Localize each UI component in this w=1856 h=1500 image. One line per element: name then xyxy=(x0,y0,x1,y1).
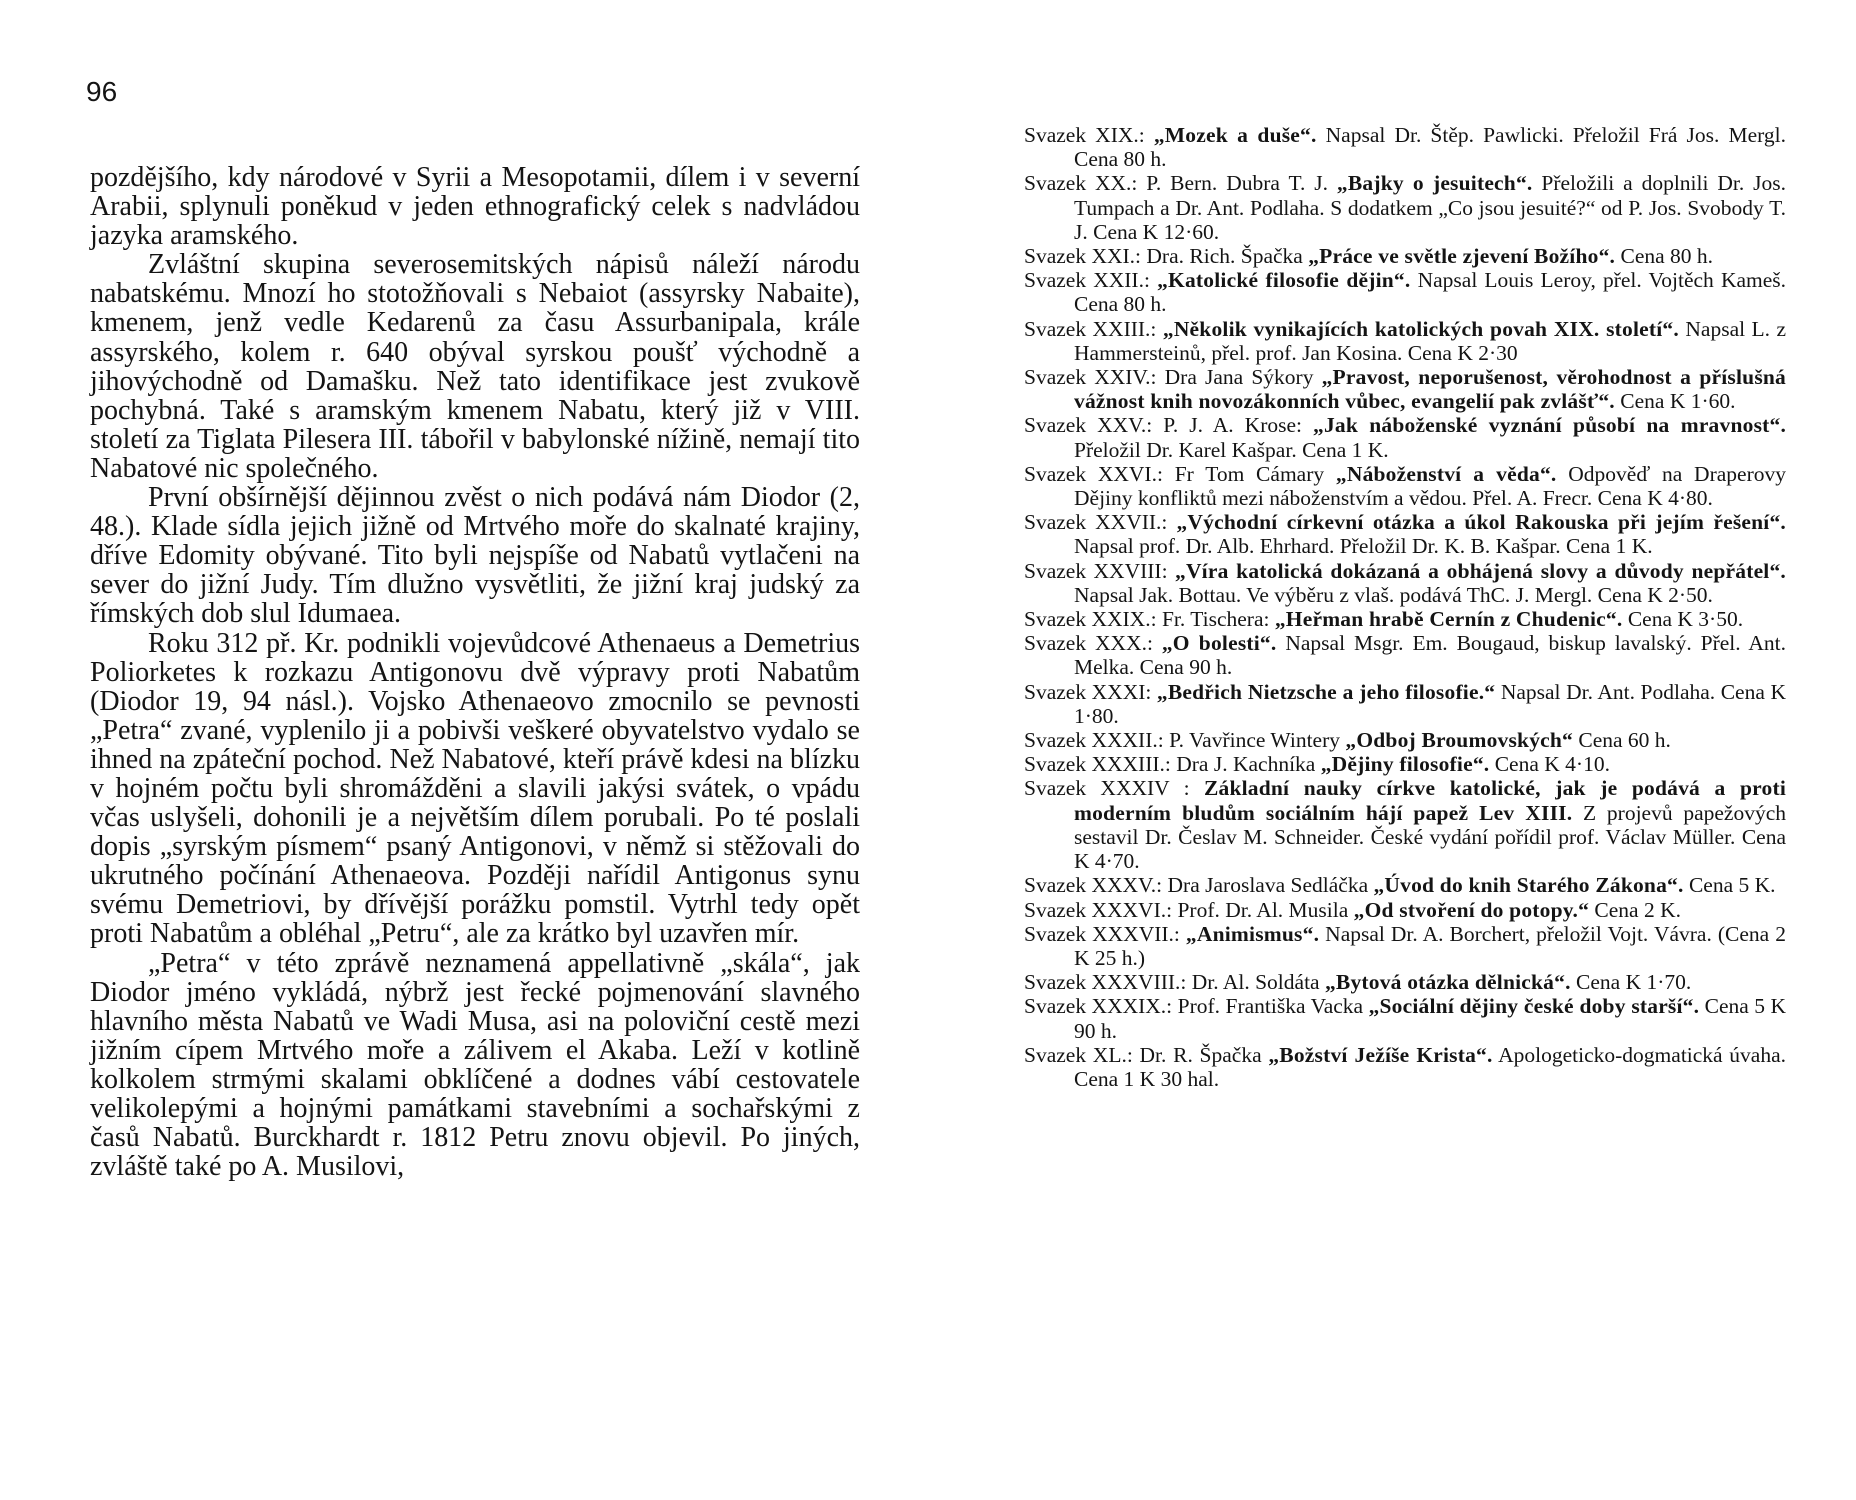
entry-title: „Náboženství a věda“. xyxy=(1335,461,1557,486)
series-entry xyxy=(1024,1043,1786,1091)
entry-title: „Animismus“. xyxy=(1185,921,1320,946)
entry-title: „Několik vynikajících katolických povah XIX. století“. xyxy=(1162,316,1679,341)
entry-details: Napsal Dr. Štěp. Pawlicki. Přeložil Frá Jos. Mergl. Cena 80 h. xyxy=(1074,123,1786,172)
entry-volume-label: Svazek XL.: xyxy=(1024,1042,1133,1067)
entry-title: „Dějiny filosofie“. xyxy=(1320,752,1490,777)
entry-title: „Od stvoření do potopy.“ xyxy=(1353,897,1590,922)
entry-volume-label: Svazek XXIX.: xyxy=(1024,607,1157,632)
entry-details: Cena 5 K 90 h. xyxy=(1074,994,1787,1043)
entry-title: „Heřman hrabě Cernín z Chudenic“. xyxy=(1274,607,1623,632)
entry-details: Cena K 3·50. xyxy=(1627,607,1744,632)
series-entry xyxy=(1024,873,1786,897)
body-paragraph: pozdějšího, kdy národové v Syrii a Mesopotamii, dílem i v severní Arabii, splynuli poněkud v jeden ethnografický celek s nadvládou jazyka aramského. xyxy=(90,162,860,252)
entry-author: Prof. Dr. Al. Musila xyxy=(1177,897,1349,922)
entry-author: Dra Jana Sýkory xyxy=(1164,365,1314,390)
entry-volume-label: Svazek XXX.: xyxy=(1024,631,1153,656)
entry-details: Z projevů papežových sestavil Dr. Česlav M. Schneider. České vydání pořídil prof. Václav Müller. Cena K 4·70. xyxy=(1074,800,1786,874)
series-entry xyxy=(1024,898,1786,922)
entry-author: Fr. Tischera: xyxy=(1161,607,1270,632)
entry-details: Napsal prof. Dr. Alb. Ehrhard. Přeložil Dr. K. B. Kašpar. Cena 1 K. xyxy=(1074,534,1653,559)
entry-volume-label: Svazek XXXIX.: xyxy=(1024,994,1173,1019)
entry-volume-label: Svazek XXXVI.: xyxy=(1024,897,1173,922)
entry-author: P. Vavřince Wintery xyxy=(1169,728,1341,753)
entry-details: Odpověď na Draperovy Dějiny konfliktů mezi náboženstvím a vědou. Přel. A. Frecr. Cena K 4·80. xyxy=(1074,461,1786,511)
entry-volume-label: Svazek XX.: xyxy=(1024,171,1138,196)
entry-details: Cena K 4·10. xyxy=(1494,752,1610,777)
entry-details: Cena 5 K. xyxy=(1688,873,1776,898)
series-entry xyxy=(1024,510,1786,558)
series-entry xyxy=(1024,776,1786,873)
entry-volume-label: Svazek XXXV.: xyxy=(1024,873,1163,898)
entry-author: P. J. A. Krose: xyxy=(1163,413,1302,438)
entry-details: Přeložil Dr. Karel Kašpar. Cena 1 K. xyxy=(1074,437,1389,462)
entry-volume-label: Svazek XXXVIII.: xyxy=(1024,970,1187,995)
entry-volume-label: Svazek XXIV.: xyxy=(1024,365,1157,390)
entry-details: Cena 60 h. xyxy=(1578,728,1671,753)
series-entry xyxy=(1024,171,1786,244)
entry-details: Napsal Msgr. Em. Bougaud, biskup lavalský. Přel. Ant. Melka. Cena 90 h. xyxy=(1074,631,1786,680)
entry-volume-label: Svazek XXVII.: xyxy=(1024,510,1168,535)
entry-title: „Bytová otázka dělnická“. xyxy=(1324,970,1571,995)
entry-volume-label: Svazek XIX.: xyxy=(1024,123,1145,147)
entry-volume-label: Svazek XXXVII.: xyxy=(1024,921,1180,946)
entry-title: „Sociální dějiny české doby starší“. xyxy=(1368,994,1700,1019)
entry-title: „Katolické filosofie dějin“. xyxy=(1157,268,1411,293)
entry-title: „Božství Ježíše Krista“. xyxy=(1268,1042,1493,1067)
page-number: 96 xyxy=(86,76,118,107)
entry-volume-label: Svazek XXII.: xyxy=(1024,268,1150,293)
right-column-series-list xyxy=(1024,123,1786,1091)
entry-volume-label: Svazek XXXIV : xyxy=(1024,776,1190,801)
entry-author: Dr. Al. Soldáta xyxy=(1191,970,1320,995)
entry-title: „Pravost, neporušenost, věrohodnost a příslušná vážnost knih novozákonních vůbec, evangelií pak zvlášť“. xyxy=(1074,365,1786,414)
entry-author: Dr. R. Špačka xyxy=(1139,1042,1262,1067)
entry-title: „O bolesti“. xyxy=(1161,631,1277,656)
entry-details: Napsal Louis Leroy, přel. Vojtěch Kameš. Cena 80 h. xyxy=(1074,268,1787,317)
series-entry xyxy=(1024,365,1786,413)
series-entry xyxy=(1024,631,1786,679)
entry-details: Napsal Dr. A. Borchert, přeložil Vojt. Vávra. (Cena 2 K 25 h.) xyxy=(1074,921,1786,970)
entry-author: Dra Jaroslava Sedláčka xyxy=(1167,873,1369,898)
entry-author: Dra. Rich. Špačka xyxy=(1146,244,1303,269)
entry-details: Cena 2 K. xyxy=(1594,897,1681,922)
entry-title: „Úvod do knih Starého Zákona“. xyxy=(1373,873,1684,898)
series-entry xyxy=(1024,752,1786,776)
entry-author: Fr Tom Cámary xyxy=(1174,461,1325,486)
series-entry xyxy=(1024,244,1786,268)
series-entry xyxy=(1024,922,1786,970)
series-entry xyxy=(1024,413,1786,461)
entry-title: „Bajky o jesuitech“. xyxy=(1336,171,1533,196)
body-paragraph: Roku 312 př. Kr. podnikli vojevůdcové Athenaeus a Demetrius Poliorketes k rozkazu Antigonovu dvě výpravy proti Nabatům (Diodor 19, 94 násl.). Vojsko Athenaeovo zmocnilo se pevnosti „Petra“ zvané, vyplenilo ji a pobivši veškeré obyvatelstvo vydalo se ihned na zpáteční pochod. Než Nabatové, kteří právě kdesi na blízku v hojném počtu byli shromážděni a slavili jakýsi svátek, o vpádu včas uslyšeli, dohonili je a největším dílem porubali. Po té poslali dopis „syrským písmem“ psaný Antigonovi, v němž si stěžovali do ukrutného počínání Athenaeova. Později nařídil Antigonus synu svému Demetriovi, by dřívější porážku pomstil. Vytrhl tedy opět proti Nabatům a obléhal „Petru“, ale za krátko byl uzavřen mír. xyxy=(90,627,860,950)
series-entry xyxy=(1024,680,1786,728)
entry-details: Cena K 1·60. xyxy=(1620,389,1736,414)
entry-title: „Mozek a duše“. xyxy=(1153,123,1317,147)
entry-details: Napsal Dr. Ant. Podlaha. Cena K 1·80. xyxy=(1074,679,1786,728)
series-entry xyxy=(1024,268,1786,316)
series-entry xyxy=(1024,123,1786,171)
entry-title: „Východní církevní otázka a úkol Rakouska při jejím řešení“. xyxy=(1176,510,1786,535)
entry-title: „Odboj Broumovských“ xyxy=(1345,728,1573,753)
entry-volume-label: Svazek XXXII.: xyxy=(1024,728,1164,753)
body-paragraph: „Petra“ v této zprávě neznamená appellativně „skála“, jak Diodor jméno vykládá, nýbrž jest řecké pojmenování slavného hlavního města Nabatů ve Wadi Musa, asi na poloviční cestě mezi jižním cípem Mrtvého moře a zálivem el Akaba. Leží v kotlině kolkolem strmými skalami obklíčené a dodnes vábí cestovatele velikolepými a hojnými památkami stavebními a sochařskými z časů Nabatů. Burckhardt r. 1812 Petru znovu objevil. Po jiných, zvláště také po A. Musilovi, xyxy=(90,947,860,1183)
body-paragraph: První obšírnější dějinnou zvěst o nich podává nám Diodor (2, 48.). Klade sídla jejich jižně od Mrtvého moře do skalnaté krajiny, dříve Edomity obývané. Tito byli nejspíše od Nabatů vytlačeni na sever do jižní Judy. Tím dlužno vysvětliti, že jižní kraj judský za římských dob slul Idumaea. xyxy=(90,482,860,630)
series-entry xyxy=(1024,607,1786,631)
series-entry xyxy=(1024,317,1786,365)
entry-details: Přeložili a doplnili Dr. Jos. Tumpach a Dr. Ant. Podlaha. S dodatkem „Co jsou jesuité?“ od P. Jos. Svobody T. J. Cena K 12·60. xyxy=(1074,171,1786,244)
entry-volume-label: Svazek XXV.: xyxy=(1024,413,1153,438)
entry-details: Apologeticko-dogmatická úvaha. Cena 1 K 30 hal. xyxy=(1074,1042,1787,1091)
entry-details: Napsal L. z Hammersteinů, přel. prof. Jan Kosina. Cena K 2·30 xyxy=(1074,316,1787,365)
entry-volume-label: Svazek XXIII.: xyxy=(1024,316,1157,341)
entry-volume-label: Svazek XXXI: xyxy=(1024,679,1152,704)
entry-title: „Víra katolická dokázaná a obhájená slovy a důvody nepřátel“. xyxy=(1175,558,1787,583)
entry-volume-label: Svazek XXVI.: xyxy=(1024,461,1163,486)
entry-details: Cena K 1·70. xyxy=(1576,970,1692,995)
entry-title: „Práce ve světle zjevení Božího“. xyxy=(1308,244,1616,269)
entry-details: Napsal Jak. Bottau. Ve výběru z vlaš. podává ThC. J. Mergl. Cena K 2·50. xyxy=(1074,582,1713,607)
entry-volume-label: Svazek XXVIII: xyxy=(1024,558,1168,583)
entry-title: Základní nauky církve katolické, jak je podává a proti moderním bludům sociálním hájí papež Lev XIII. xyxy=(1074,776,1787,825)
body-paragraph: Zvláštní skupina severosemitských nápisů náleží národu nabatskému. Mnozí ho stotožňovali s Nebaiot (assyrsky Nabaite), kmenem, jenž vedle Kedarenů za času Assurbanipala, krále assyrského, kolem r. 640 obýval syrskou poušť východně a jihovýchodně od Damašku. Než tato identifikace jest zvukově pochybná. Také s aramským kmenem Nabatu, který již v VIII. století za Tiglata Pilesera III. tábořil v babylonské nížině, nemají tito Nabatové nic společného. xyxy=(90,249,860,484)
entry-author: Dra J. Kachníka xyxy=(1176,752,1316,777)
series-entry xyxy=(1024,970,1786,994)
entry-details: Cena 80 h. xyxy=(1620,244,1714,269)
series-entry xyxy=(1024,994,1786,1042)
series-entry xyxy=(1024,728,1786,752)
entry-author: P. Bern. Dubra T. J. xyxy=(1146,171,1328,196)
entry-author: Prof. Františka Vacka xyxy=(1177,994,1364,1019)
series-entry xyxy=(1024,462,1786,510)
entry-title: „Bedřich Nietzsche a jeho filosofie.“ xyxy=(1156,679,1496,704)
left-column-body-text xyxy=(90,163,860,1181)
entry-title: „Jak náboženské vyznání působí na mravnost“. xyxy=(1313,413,1787,438)
entry-volume-label: Svazek XXI.: xyxy=(1024,244,1142,269)
series-entry xyxy=(1024,559,1786,607)
entry-volume-label: Svazek XXXIII.: xyxy=(1024,752,1171,777)
